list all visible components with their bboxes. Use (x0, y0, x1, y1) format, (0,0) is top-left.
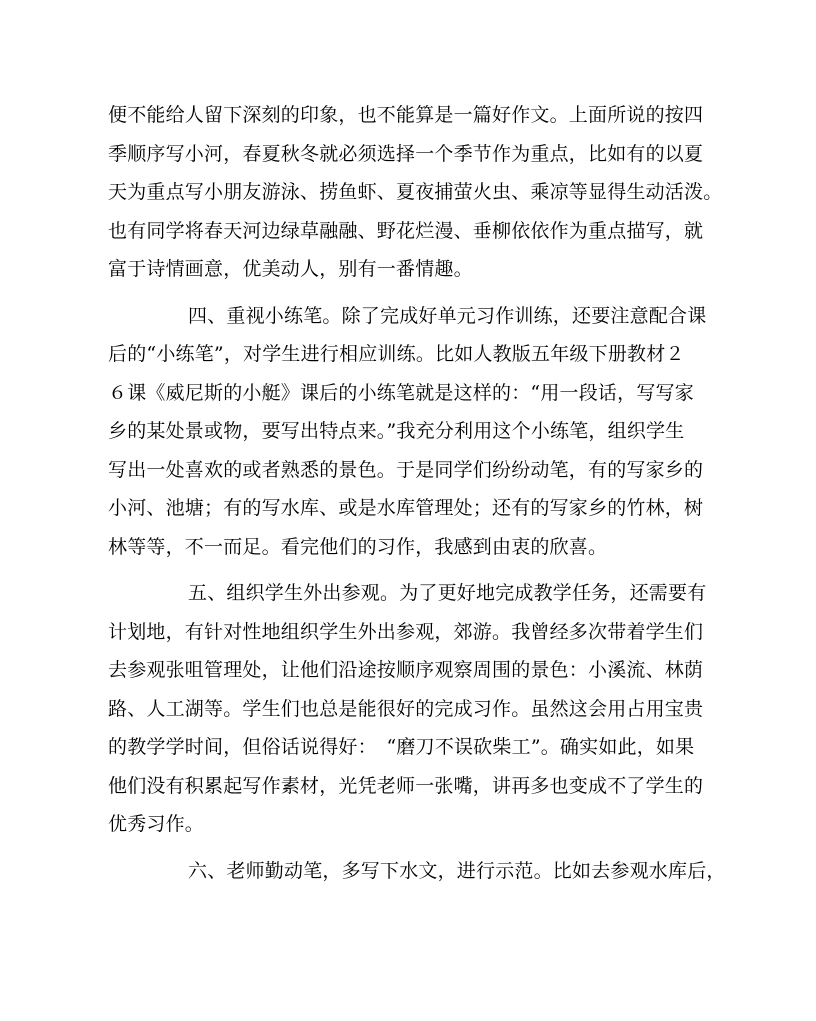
paragraph-line: 便不能给人留下深刻的印象，也不能算是一篇好作文。上面所说的按四 (108, 104, 704, 126)
paragraph-line: 计划地，有针对性地组织学生外出参观，郊游。我曾经多次带着学生们 (108, 620, 704, 643)
paragraph-line: 也有同学将春天河边绿草融融、野花烂漫、垂柳依依作为重点描写，就 (108, 219, 704, 242)
paragraph-gap (108, 844, 708, 852)
paragraph-gap (108, 289, 708, 297)
paragraph-line: 林等等，不一而足。看完他们的习作，我感到由衷的欣喜。 (108, 535, 608, 558)
paragraph-line: 小河、池塘；有的写水库、或是水库管理处；还有的写家乡的竹林，树 (108, 497, 704, 519)
paragraph-line: ６课《威尼斯的小艇》课后的小练笔就是这样的：“用一段话，写写家 (108, 381, 694, 404)
paragraph-gap (108, 566, 708, 574)
paragraph-first-line: 四、重视小练笔。除了完成好单元习作训练，还要注意配合课 (188, 304, 707, 327)
paragraph-line: 天为重点写小朋友游泳、捞鱼虾、夏夜捕萤火虫、乘凉等显得生动活泼。 (108, 181, 723, 203)
paragraph-line: 的教学学时间，但俗话说得好： “磨刀不误砍柴工”。确实如此，如果 (108, 736, 695, 758)
paragraph-line: 乡的某处景或物，要写出特点来。”我充分利用这个小练笔，组织学生 (108, 420, 685, 442)
paragraph-first-line: 五、组织学生外出参观。为了更好地完成教学任务，还需要有 (188, 582, 707, 604)
paragraph-line: 去参观张咀管理处，让他们沿途按顺序观察周围的景色：小溪流、林荫 (108, 659, 704, 681)
body-text (108, 96, 726, 890)
paragraph-line: 优秀习作。 (108, 813, 205, 835)
paragraph-line: 季顺序写小河，春夏秋冬就必须选择一个季节作为重点，比如有的以夏 (108, 142, 704, 165)
paragraph-line: 写出一处喜欢的或者熟悉的景色。于是同学们纷纷动笔，有的写家乡的 (108, 458, 704, 481)
paragraph-line: 他们没有积累起写作素材，光凭老师一张嘴，讲再多也变成不了学生的 (108, 774, 704, 797)
paragraph-line: 路、人工湖等。学生们也总是能很好的完成习作。虽然这会用占用宝贵 (108, 697, 704, 720)
paragraph-line: 后的“小练笔”，对学生进行相应训练。比如人教版五年级下册教材２ (108, 343, 685, 365)
paragraph-line: 富于诗情画意，优美动人，别有一番情趣。 (108, 258, 473, 280)
paragraph-first-line: 六、老师勤动笔，多写下水文，进行示范。比如去参观水库后， (188, 859, 726, 882)
